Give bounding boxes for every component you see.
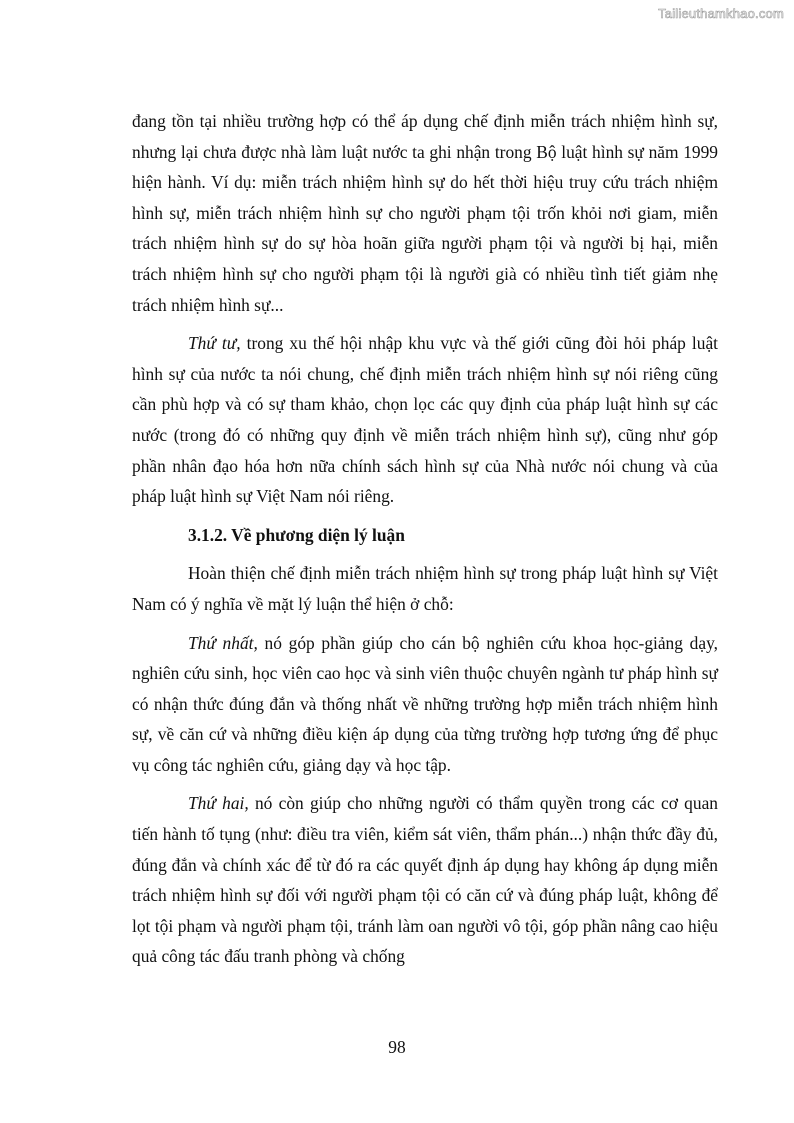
paragraph-text: Hoàn thiện chế định miễn trách nhiệm hình sự trong pháp luật hình sự Việt Nam có ý nghĩa về mặt lý luận thể hiện ở chỗ:	[132, 563, 718, 614]
paragraph-text: đang tồn tại nhiều trường hợp có thể áp dụng chế định miễn trách nhiệm hình sự, nhưng lại chưa được nhà làm luật nước ta ghi nhận trong Bộ luật hình sự năm 1999 hiện hành. Ví dụ: miễn trách nhiệm hình sự do hết thời hiệu truy cứu trách nhiệm hình sự, miễn trách nhiệm hình sự cho người phạm tội trốn khỏi nơi giam, miễn trách nhiệm hình sự do sự hòa hoãn giữa người phạm tội và người bị hại, miễn trách nhiệm hình sự cho người phạm tội là người già có nhiều tình tiết giảm nhẹ trách nhiệm hình sự...	[132, 111, 718, 315]
paragraph-lead: Thứ nhất,	[188, 632, 258, 653]
page-body	[132, 106, 718, 972]
paragraph-text: nó còn giúp cho những người có thẩm quyền trong các cơ quan tiến hành tố tụng (như: điều tra viên, kiểm sát viên, thẩm phán...) nhận thức đầy đủ, đúng đắn và chính xác để từ đó ra các quyết định áp dụng hay không áp dụng miễn trách nhiệm hình sự đối với người phạm tội có căn cứ và đúng pháp luật, không để lọt tội phạm và người phạm tội, tránh làm oan người vô tội, góp phần nâng cao hiệu quả công tác đấu tranh phòng và chống	[132, 793, 718, 967]
paragraph-continuation	[132, 106, 718, 320]
paragraph-lead: Thứ hai,	[188, 793, 249, 814]
page-number: 98	[388, 1037, 406, 1057]
paragraph-thu-tu	[132, 328, 718, 512]
paragraph-text: nó góp phần giúp cho cán bộ nghiên cứu khoa học-giảng dạy, nghiên cứu sinh, học viên cao học và sinh viên thuộc chuyên ngành tư pháp hình sự có nhận thức đúng đắn và thống nhất về những trường hợp miễn trách nhiệm hình sự, về căn cứ và những điều kiện áp dụng của từng trường hợp tương ứng để phục vụ công tác nghiên cứu, giảng dạy và học tập.	[132, 632, 718, 775]
paragraph-thu-nhat	[132, 628, 718, 781]
paragraph-text: trong xu thế hội nhập khu vực và thế giới cũng đòi hỏi pháp luật hình sự của nước ta nói chung, chế định miễn trách nhiệm hình sự nói riêng cũng cần phù hợp và có sự tham khảo, chọn lọc các quy định của pháp luật hình sự các nước (trong đó có những quy định về miễn trách nhiệm hình sự), cũng như góp phần nhân đạo hóa hơn nữa chính sách hình sự của Nhà nước nói chung và của pháp luật hình sự Việt Nam nói riêng.	[132, 333, 718, 507]
section-heading: 3.1.2. Về phương diện lý luận	[188, 524, 405, 545]
watermark: Tailieuthamkhao.com	[658, 6, 784, 21]
paragraph-intro	[132, 558, 718, 619]
paragraph-thu-hai	[132, 788, 718, 972]
paragraph-lead: Thứ tư,	[188, 333, 241, 354]
